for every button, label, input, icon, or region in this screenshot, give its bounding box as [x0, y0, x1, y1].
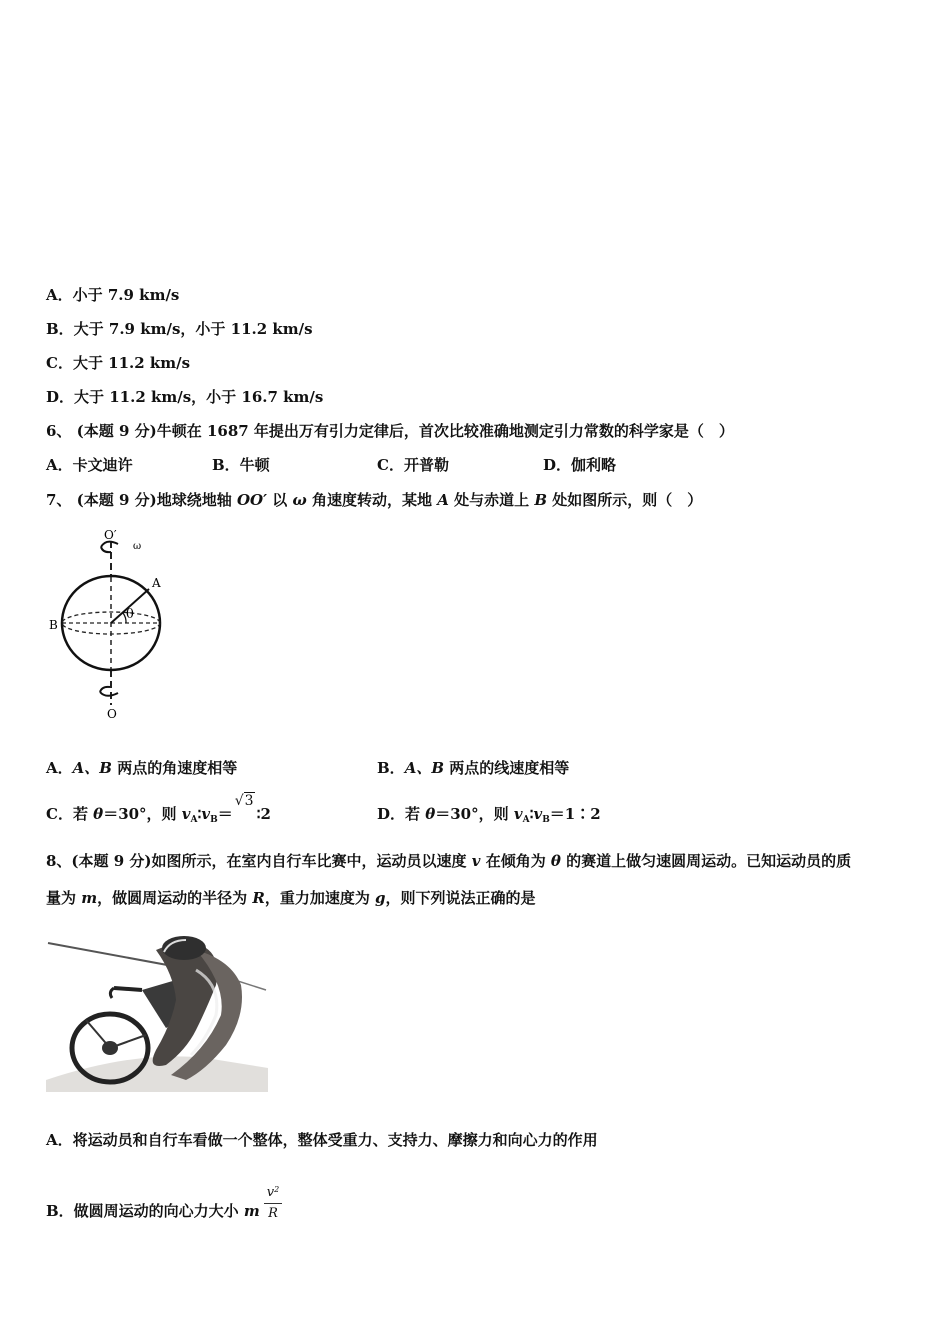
label-omega: ω: [133, 541, 142, 552]
label-a: A: [152, 576, 161, 590]
q5-option-b: B．大于 7.9 km/s，小于 11.2 km/s: [46, 320, 313, 338]
q6-option-c: C．开普勒: [377, 456, 449, 474]
q6-option-a: A．卡文迪许: [46, 456, 133, 474]
label-o: O: [107, 707, 117, 721]
q6-option-d: D．伽利略: [543, 456, 617, 474]
q7-option-a: A．A、B 两点的角速度相等: [46, 759, 238, 777]
q8-stem-line1: 8、(本题 9 分)如图所示，在室内自行车比赛中，运动员以速度 v 在倾角为 θ 的赛道上做匀速圆周运动。已知运动员的质: [46, 852, 852, 870]
fraction-v2-over-r: $\frac{v^2}{R}$: [264, 1180, 282, 1224]
q8-stem-line2: 量为 m，做圆周运动的半径为 R，重力加速度为 g，则下列说法正确的是: [46, 889, 536, 907]
q5-option-d: D．大于 11.2 km/s，小于 16.7 km/s: [46, 388, 324, 406]
q6-stem: 6、 (本题 9 分)牛顿在 1687 年提出万有引力定律后，首次比较准确地测定引力常数的科学家是（ ）: [46, 422, 734, 440]
earth-rotation-figure: [40, 525, 200, 725]
q7-stem: 7、 (本题 9 分)地球绕地轴 OO′ 以 ω 角速度转动，某地 A 处与赤道上 B 处如图所示，则（ ）: [46, 491, 703, 509]
q7-option-d: D．若 θ＝30°，则 $v_A∶v_B=1∶2$: [377, 805, 601, 825]
cyclist-photo: [46, 930, 268, 1092]
q5-option-a: A．小于 7.9 km/s: [46, 286, 180, 304]
sqrt-expression: √3: [234, 793, 254, 809]
q8-option-b: B．做圆周运动的向心力大小 m $\frac{v^2}{R}$: [46, 1190, 282, 1234]
q8-option-a: A．将运动员和自行车看做一个整体，整体受重力、支持力、摩擦力和向心力的作用: [46, 1131, 598, 1149]
label-theta: θ: [126, 607, 134, 622]
q7-option-b: B．A、B 两点的线速度相等: [377, 759, 570, 777]
q7-option-c: C．若 θ＝30°，则 $v_A∶v_B=√3∶2$: [46, 793, 271, 825]
q6-option-b: B．牛顿: [212, 456, 270, 474]
label-b: B: [49, 618, 58, 632]
label-o-prime: O′: [104, 528, 117, 542]
q5-option-c: C．大于 11.2 km/s: [46, 354, 191, 372]
